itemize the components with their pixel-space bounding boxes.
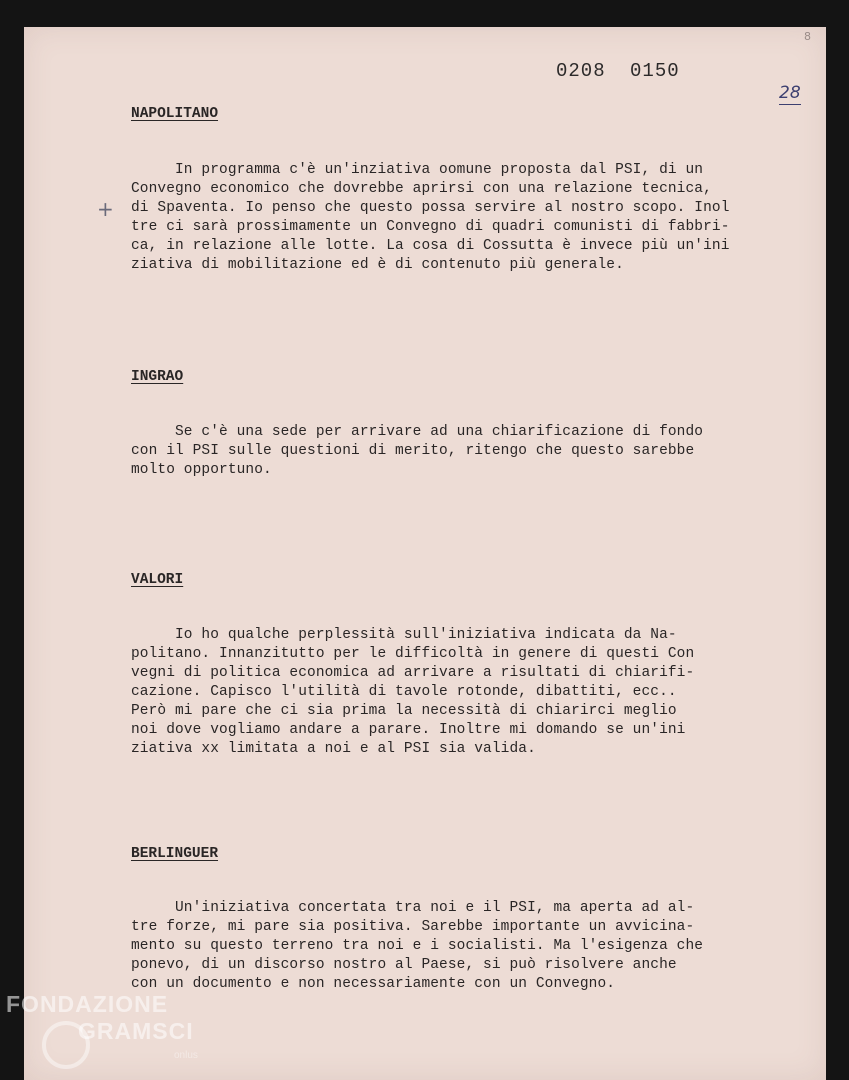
speech-paragraph-napolitano: In programma c'è un'inziativa oomune proposta dal PSI, di un Convegno economico che dovrebbe aprirsi con una relazione tecnica, di Spaventa. Io penso che questo possa servire al nostro scopo. Inol tre ci sarà prossimamente un Convegno di quadri comunisti di fabbri- ca, in relazione alle lotte. La cosa di Cossutta è invece più un'ini ziativa di mobilitazione ed è di contenuto più generale. [131, 162, 730, 273]
speaker-heading-berlinguer: BERLINGUER [131, 846, 219, 862]
speaker-heading-ingrao: INGRAO [131, 369, 184, 385]
watermark-line-3: onlus [174, 1050, 198, 1061]
speech-paragraph-berlinguer: Un'iniziativa concertata tra noi e il PSI, ma aperta ad al- tre forze, mi pare sia positiva. Sarebbe importante un avvicina- mento su questo terreno tra noi e i socialisti. Ma l'esigenza che ponevo, di un discorso nostro al Paese, si può risolvere anche con un documento e non necessariamente con un Convegno. [131, 900, 704, 992]
corner-pencil-mark: 8 [804, 30, 811, 43]
handwritten-page-number: 28 [779, 83, 801, 103]
watermark-line-1: FONDAZIONE [6, 991, 169, 1017]
archive-number: 0208 0150 [556, 60, 680, 82]
speaker-heading-napolitano: NAPOLITANO [131, 106, 219, 122]
speaker-heading-valori: VALORI [131, 572, 184, 588]
speech-paragraph-ingrao: Se c'è una sede per arrivare ad una chiarificazione di fondo con il PSI sulle questioni di merito, ritengo che questo sarebbe molto opportuno. [131, 424, 704, 478]
watermark-line-2: GRAMSCI [78, 1018, 194, 1044]
fondazione-gramsci-watermark [6, 988, 226, 1078]
margin-cross-mark: + [97, 197, 114, 221]
speech-paragraph-valori: Io ho qualche perplessità sull'iniziativa indicata da Na- politano. Innanzitutto per le difficoltà in genere di questi Con vegni di politica economica ad arrivare a risultati di chiarifi- cazione. Capisco l'utilità di tavole rotonde, dibattiti, ecc.. Però mi pare che ci sia prima la necessità di chiarirci meglio noi dove vogliamo andare a parare. Inoltre mi domando se un'ini ziativa xx limitata a noi e al PSI sia valida. [131, 627, 695, 757]
